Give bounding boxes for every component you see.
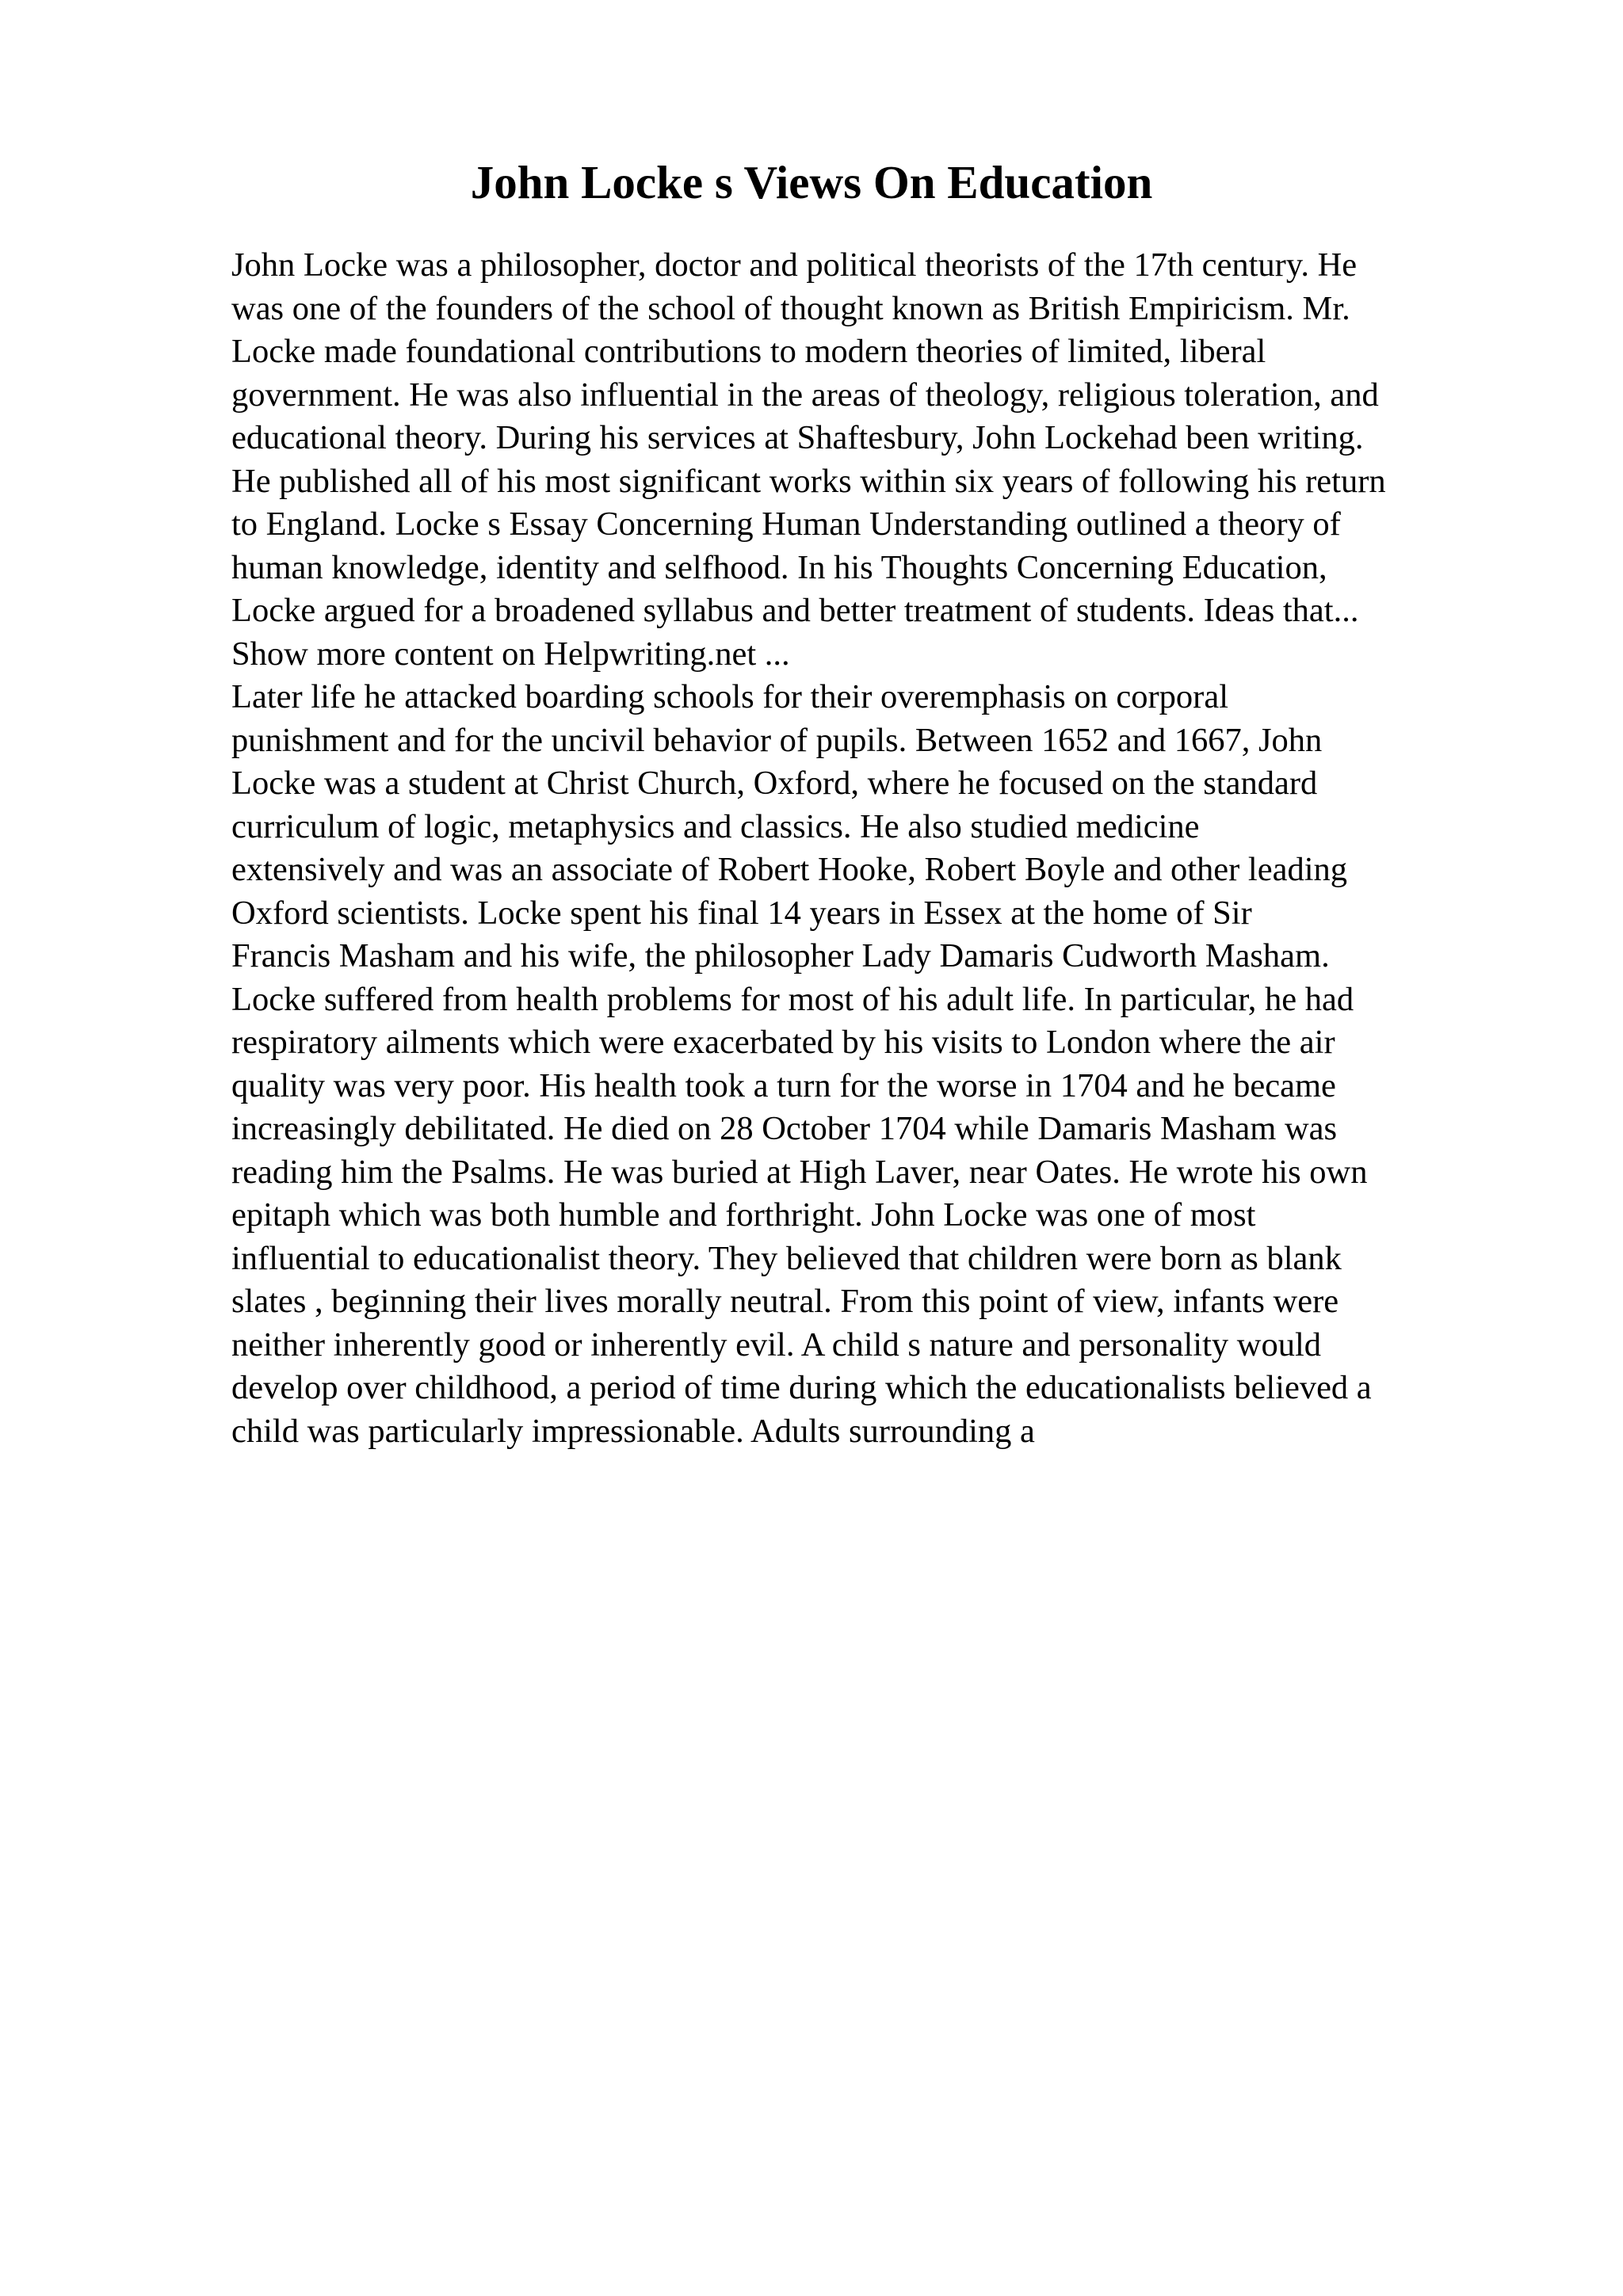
text-line: influential to educationalist theory. They believed that children were born as blank — [231, 1239, 1342, 1277]
text-line: extensively and was an associate of Robert Hooke, Robert Boyle and other leading — [231, 851, 1347, 888]
text-line: quality was very poor. His health took a turn for the worse in 1704 and he became — [231, 1066, 1336, 1104]
text-line: Locke suffered from health problems for most of his adult life. In particular, he had — [231, 980, 1354, 1018]
text-line: develop over childhood, a period of time during which the educationalists believed a — [231, 1369, 1372, 1406]
text-line: reading him the Psalms. He was buried at High Laver, near Oates. He wrote his own — [231, 1153, 1368, 1191]
text-line: respiratory ailments which were exacerbated by his visits to London where the air — [231, 1024, 1335, 1061]
text-line: He published all of his most significant works within six years of following his return — [231, 462, 1386, 500]
text-line: Francis Masham and his wife, the philosopher Lady Damaris Cudworth Masham. — [231, 937, 1330, 974]
text-line: educational theory. During his services at Shaftesbury, John Lockehad been writing. — [231, 419, 1364, 456]
document-title: John Locke s Views On Education — [470, 156, 1153, 208]
text-line: increasingly debilitated. He died on 28 October 1704 while Damaris Masham was — [231, 1110, 1338, 1147]
text-line: slates , beginning their lives morally neutral. From this point of view, infants were — [231, 1283, 1339, 1320]
show-more-line: Show more content on Helpwriting.net ... — [231, 635, 790, 673]
text-line: epitaph which was both humble and forthright. John Locke was one of most — [231, 1196, 1256, 1234]
text-line: Locke argued for a broadened syllabus and better treatment of students. Ideas that... — [231, 592, 1359, 629]
text-line: curriculum of logic, metaphysics and classics. He also studied medicine — [231, 807, 1200, 845]
text-line: neither inherently good or inherently evil. A child s nature and personality would — [231, 1325, 1322, 1363]
text-line: Locke made foundational contributions to modern theories of limited, liberal — [231, 333, 1266, 370]
text-line: Locke was a student at Christ Church, Oxford, where he focused on the standard — [231, 765, 1318, 802]
text-line: Oxford scientists. Locke spent his final 14 years in Essex at the home of Sir — [231, 894, 1252, 932]
document-body — [231, 244, 1594, 1453]
text-line: to England. Locke s Essay Concerning Human Understanding outlined a theory of — [231, 505, 1341, 543]
text-line: child was particularly impressionable. Adults surrounding a — [231, 1412, 1035, 1450]
text-line: human knowledge, identity and selfhood. In his Thoughts Concerning Education, — [231, 548, 1327, 586]
text-line: was one of the founders of the school of thought known as British Empiricism. Mr. — [231, 289, 1350, 327]
text-line: government. He was also influential in the areas of theology, religious toleration, and — [231, 376, 1379, 414]
text-line: punishment and for the uncivil behavior of pupils. Between 1652 and 1667, John — [231, 721, 1323, 759]
text-line: Later life he attacked boarding schools for their overemphasis on corporal — [231, 678, 1229, 715]
text-line: John Locke was a philosopher, doctor and political theorists of the 17th century. He — [231, 246, 1358, 284]
